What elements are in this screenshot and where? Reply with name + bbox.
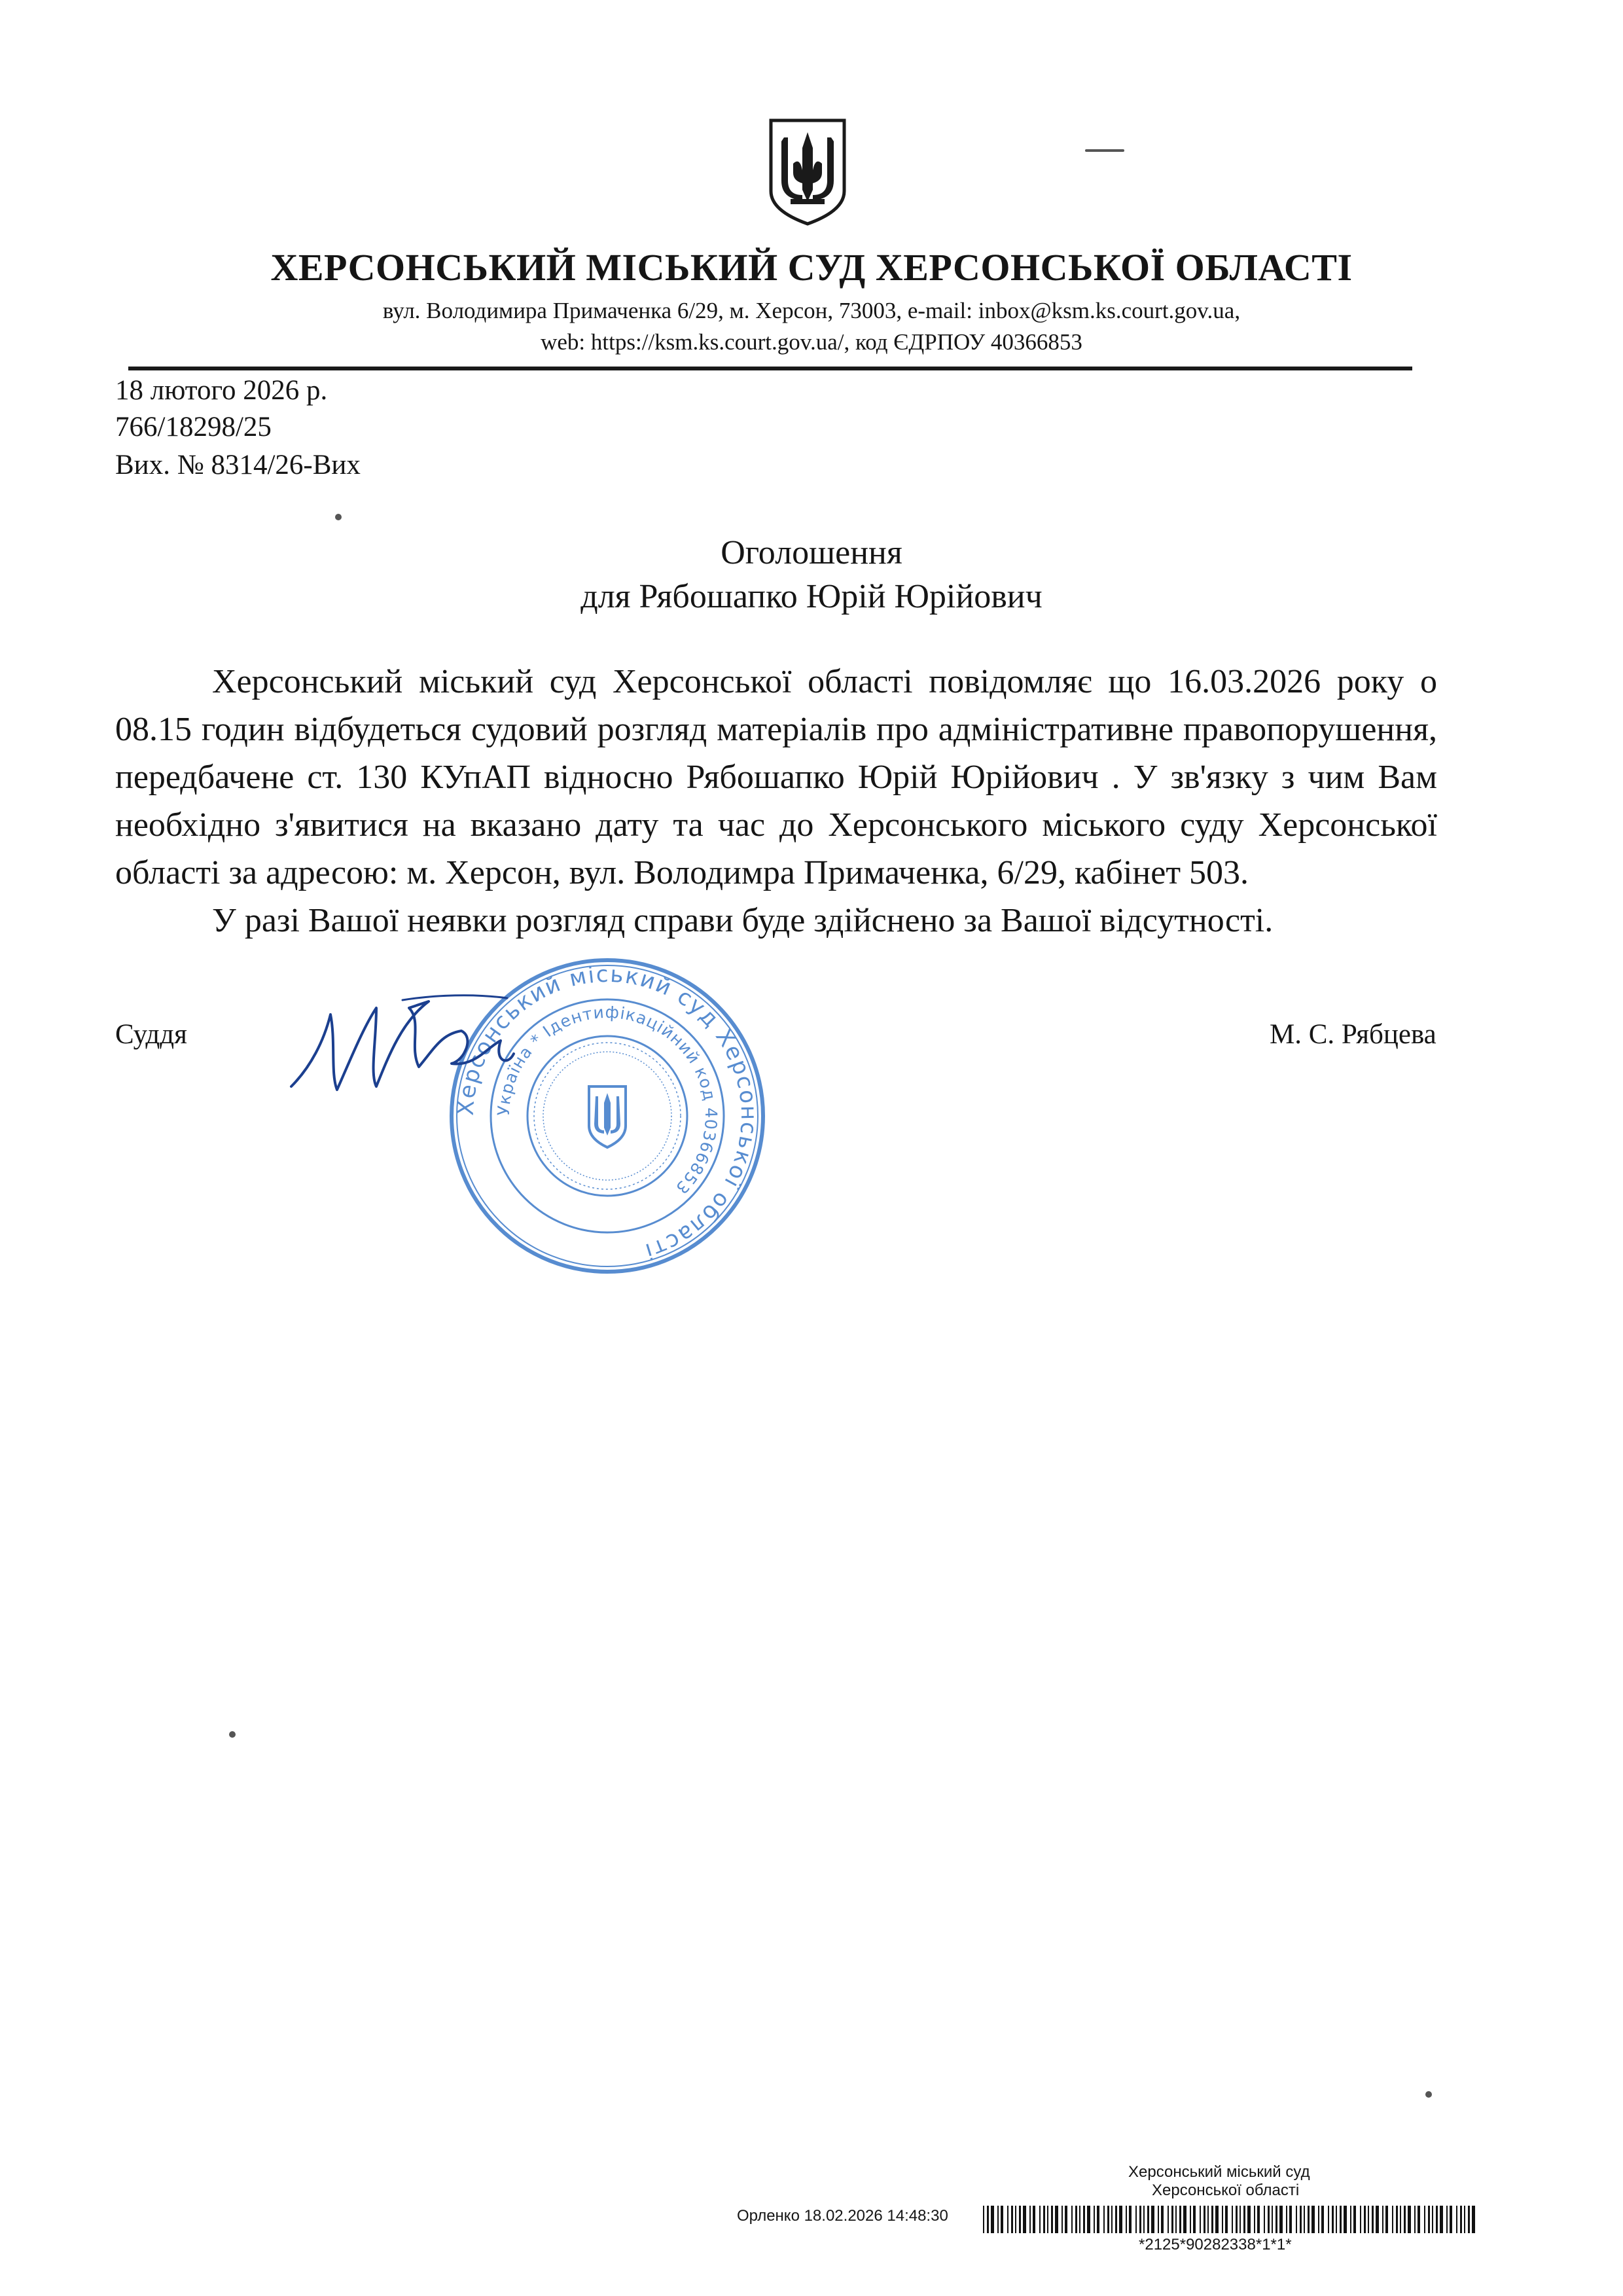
barcode-bar (1364, 2206, 1366, 2233)
barcode-bar (1151, 2206, 1154, 2233)
barcode-bar (1468, 2206, 1470, 2233)
barcode-bar (1011, 2206, 1013, 2233)
barcode-bar (1115, 2206, 1117, 2233)
barcode-bar (1240, 2206, 1241, 2233)
barcode-bar (1225, 2206, 1228, 2233)
barcode-bar (1279, 2206, 1283, 2233)
scan-speck (229, 1731, 236, 1738)
barcode-bar (1350, 2206, 1351, 2233)
barcode-bar (1332, 2206, 1334, 2233)
barcode-bar (991, 2206, 994, 2233)
barcode-bar (1168, 2206, 1169, 2233)
barcode-bar (1340, 2206, 1342, 2233)
barcode-bar (1033, 2206, 1035, 2233)
barcode-bar (997, 2206, 999, 2233)
barcode-bar (1318, 2206, 1319, 2233)
document-title: Оголошення (721, 534, 902, 571)
barcode-bar (1272, 2206, 1273, 2233)
barcode-bar (1353, 2206, 1356, 2233)
barcode-bar (1268, 2206, 1270, 2233)
barcode-bar (1414, 2206, 1416, 2233)
barcode-bar (1204, 2206, 1205, 2233)
barcode-bar (1183, 2206, 1186, 2233)
barcode-bar (1450, 2206, 1452, 2233)
notice-paragraph-hearing: Херсонський міський суд Херсонської області повідомляє що 16.03.2026 року о 08.15 годин відбудеться судовий розгляд матеріалів про адміністративне правопорушення, передбачене ст. 130 КУпАП відносно Рябошапко Юрій Юрійович . У зв'язку з чим Вам необхідно з'явитися на вказано дату та час до Херсонського міського суду Херсонської області за адресою: м. Херсон, вул. Володимра Примаченка, 6/29, кабінет 503. (115, 663, 1437, 891)
header-divider (128, 367, 1412, 370)
barcode-bar (1023, 2206, 1026, 2233)
barcode-bar (1139, 2206, 1141, 2233)
barcode-bar (1126, 2206, 1127, 2233)
barcode-bar (1404, 2206, 1406, 2233)
barcode-bar (1211, 2206, 1213, 2233)
scan-speck (335, 514, 342, 520)
notice-paragraph-absence: У разі Вашої неявки розгляд справи буде здійснено за Вашої відсутності. (212, 902, 1274, 939)
barcode-bar (1392, 2206, 1393, 2233)
barcode-bar (1236, 2206, 1238, 2233)
barcode-bar (1207, 2206, 1209, 2233)
barcode-bar (1051, 2206, 1053, 2233)
barcode-bar (1385, 2206, 1388, 2233)
registry-barcode (983, 2206, 1480, 2233)
barcode-bar (1103, 2206, 1105, 2233)
barcode-bar (1071, 2206, 1073, 2233)
judge-role-label: Суддя (115, 1019, 187, 1050)
barcode-bar (1400, 2206, 1401, 2233)
outgoing-number: Вих. № 8314/26-Вих (115, 450, 361, 480)
barcode-bar (1039, 2206, 1041, 2233)
barcode-bar (1300, 2206, 1302, 2233)
barcode-bar (1344, 2206, 1347, 2233)
barcode-bar (1043, 2206, 1045, 2233)
barcode-bar (1047, 2206, 1048, 2233)
barcode-bar (1111, 2206, 1113, 2233)
barcode-bar (1424, 2206, 1425, 2233)
barcode-bar (1440, 2206, 1443, 2233)
barcode-bar (1418, 2206, 1420, 2233)
barcode-bar (1428, 2206, 1430, 2233)
barcode-bar (1083, 2206, 1085, 2233)
barcode-bar (1328, 2206, 1329, 2233)
court-address-line: вул. Володимира Примаченка 6/29, м. Херсон, 73003, e-mail: inbox@ksm.ks.court.gov.ua, (382, 298, 1241, 323)
barcode-bar (1015, 2206, 1016, 2233)
registry-region: Херсонської області (1152, 2181, 1300, 2199)
barcode-bar (1001, 2206, 1003, 2233)
registration-stamp: Орленко 18.02.2026 14:48:30 (737, 2207, 948, 2225)
barcode-bar (1464, 2206, 1465, 2233)
stamp-outer-text: Херсонський міський суд Херсонської області (452, 961, 762, 1265)
barcode-bar (1179, 2206, 1181, 2233)
scan-speck (1085, 149, 1124, 152)
barcode-bar (1175, 2206, 1177, 2233)
barcode-bar (1147, 2206, 1149, 2233)
barcode-bar (1019, 2206, 1021, 2233)
barcode-bar (1460, 2206, 1462, 2233)
barcode-bar (1215, 2206, 1219, 2233)
barcode-bar (1107, 2206, 1109, 2233)
barcode-bar (1382, 2206, 1383, 2233)
barcode-bar (1158, 2206, 1159, 2233)
barcode-bar (1472, 2206, 1475, 2233)
barcode-bar (1446, 2206, 1448, 2233)
barcode-bar (1061, 2206, 1063, 2233)
document-addressee: для Рябошапко Юрій Юрійович (580, 578, 1043, 615)
barcode-bar (1190, 2206, 1191, 2233)
barcode-bar (1075, 2206, 1077, 2233)
barcode-bar (1200, 2206, 1201, 2233)
document-date: 18 лютого 2026 р. (115, 375, 328, 406)
barcode-bar (1087, 2206, 1090, 2233)
barcode-bar (1129, 2206, 1132, 2233)
barcode-bar (983, 2206, 984, 2233)
barcode-bar (1193, 2206, 1196, 2233)
tryzub-icon (767, 118, 848, 226)
court-name-heading: ХЕРСОНСЬКИЙ МІСЬКИЙ СУД ХЕРСОНСЬКОЇ ОБЛАСТІ (270, 246, 1353, 289)
barcode-bar (1222, 2206, 1223, 2233)
barcode-bar (1336, 2206, 1337, 2233)
case-number: 766/18298/25 (115, 412, 272, 442)
barcode-bar (1408, 2206, 1411, 2233)
barcode-bar (1308, 2206, 1310, 2233)
barcode-bar (1436, 2206, 1438, 2233)
barcode-bar (1304, 2206, 1305, 2233)
notice-body (115, 658, 1437, 944)
barcode-bar (1079, 2206, 1080, 2233)
barcode-bar (1119, 2206, 1122, 2233)
barcode-bar (1097, 2206, 1099, 2233)
barcode-bar (1275, 2206, 1277, 2233)
barcode-bar (1286, 2206, 1287, 2233)
barcode-bar (1376, 2206, 1379, 2233)
barcode-bar (1171, 2206, 1173, 2233)
barcode-bar (1135, 2206, 1137, 2233)
stamp-inner-text: Україна * Ідентифікаційний код 40366853 (493, 1002, 721, 1198)
barcode-bar (1007, 2206, 1008, 2233)
barcode-bar (1289, 2206, 1292, 2233)
registry-court-name: Херсонський міський суд (1128, 2163, 1310, 2181)
judge-name: М. С. Рябцева (1270, 1019, 1436, 1050)
court-web-line: web: https://ksm.ks.court.gov.ua/, код ЄДРПОУ 40366853 (541, 329, 1082, 355)
barcode-bar (1094, 2206, 1095, 2233)
stamp-tryzub-icon (589, 1086, 626, 1147)
barcode-bar (1368, 2206, 1369, 2233)
scan-speck (1425, 2091, 1432, 2098)
barcode-bar (1257, 2206, 1260, 2233)
barcode-bar (1247, 2206, 1251, 2233)
barcode-bar (1143, 2206, 1145, 2233)
barcode-bar (1243, 2206, 1245, 2233)
barcode-bar (1432, 2206, 1433, 2233)
barcode-bar (987, 2206, 989, 2233)
barcode-bar (1372, 2206, 1374, 2233)
barcode-bar (1321, 2206, 1324, 2233)
barcode-bar (1029, 2206, 1031, 2233)
barcode-bar (1065, 2206, 1067, 2233)
barcode-bar (1161, 2206, 1164, 2233)
barcode-bar (1264, 2206, 1265, 2233)
barcode-bar (1232, 2206, 1233, 2233)
judge-signature (278, 969, 520, 1119)
barcode-bar (1254, 2206, 1255, 2233)
barcode-bar (1311, 2206, 1315, 2233)
barcode-bar (1396, 2206, 1398, 2233)
barcode-code: *2125*90282338*1*1* (1139, 2236, 1292, 2253)
barcode-bar (1055, 2206, 1058, 2233)
barcode-bar (1360, 2206, 1361, 2233)
barcode-bar (1456, 2206, 1457, 2233)
barcode-bar (1296, 2206, 1297, 2233)
